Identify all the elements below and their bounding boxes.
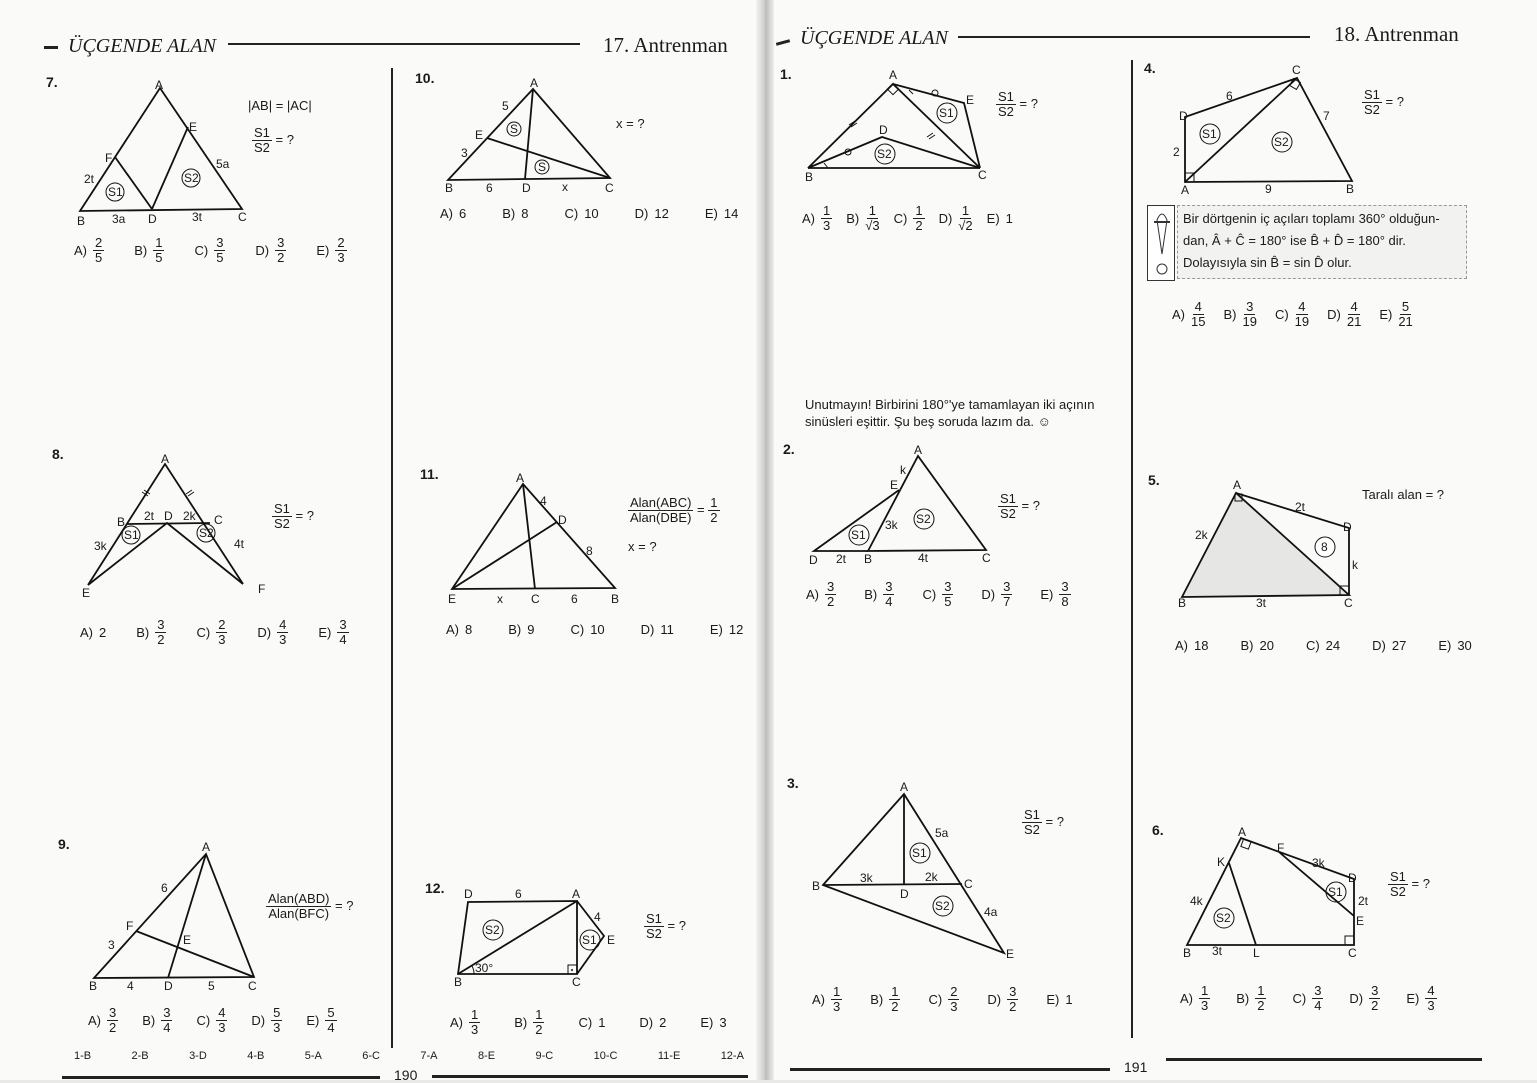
option-c[interactable]: C) 1 [578, 1015, 606, 1030]
answer-options [74, 236, 347, 265]
question-prompt: $\frac{S1}{S2}$ = ? [646, 911, 686, 941]
svg-text:D: D [148, 212, 157, 226]
svg-text:S1: S1 [1202, 127, 1217, 141]
svg-text:E: E [1356, 914, 1365, 928]
option-e[interactable]: E) $\frac{3}{4}$ [318, 617, 347, 647]
svg-text:B: B [89, 979, 98, 993]
option-e[interactable]: E) 1 [986, 211, 1013, 226]
training-title: 18. Antrenman [1334, 22, 1459, 46]
option-a[interactable]: A) $\frac{1}{3}$ [450, 1007, 479, 1037]
option-b[interactable]: B) $\frac{1}{2}$ [870, 984, 899, 1014]
svg-text:2: 2 [1173, 145, 1180, 159]
svg-text:k: k [900, 463, 906, 477]
svg-text:x: x [562, 180, 568, 194]
question-5-figure [1170, 476, 1360, 614]
svg-text:2t: 2t [836, 552, 847, 566]
svg-text:F: F [258, 582, 266, 596]
svg-text:F: F [105, 151, 113, 165]
question-prompt: $\frac{S1}{S2}$ = ? [998, 89, 1038, 119]
option-b[interactable]: B) $\frac{3}{19}$ [1223, 299, 1257, 329]
svg-text:A: A [202, 840, 211, 854]
option-c[interactable]: C) $\frac{4}{19}$ [1274, 299, 1310, 329]
option-c[interactable]: C) $\frac{3}{5}$ [922, 579, 952, 609]
svg-text:2k: 2k [925, 870, 938, 884]
option-c[interactable]: C) $\frac{1}{2}$ [893, 203, 923, 233]
option-e[interactable]: E) $\frac{2}{3}$ [316, 235, 345, 265]
option-a[interactable]: A) $\frac{3}{2}$ [88, 1005, 117, 1035]
option-c[interactable]: C) $\frac{2}{3}$ [196, 617, 226, 647]
svg-text:B: B [77, 214, 86, 228]
answer-options [1172, 300, 1413, 329]
option-d[interactable]: D) 27 [1372, 638, 1407, 653]
option-a[interactable]: A) 8 [446, 622, 473, 637]
question-prompt-x: x = ? [628, 539, 657, 554]
svg-text:3t: 3t [1212, 944, 1223, 958]
svg-text:B: B [805, 170, 814, 184]
svg-text:S: S [538, 160, 547, 174]
svg-text:D: D [879, 123, 888, 137]
svg-text:8: 8 [1321, 540, 1328, 554]
svg-text:x: x [497, 592, 503, 605]
question-prompt: $\frac{S1}{S2}$ = ? [1024, 807, 1064, 837]
option-a[interactable]: A) $\frac{2}{5}$ [74, 235, 103, 265]
svg-text:2t: 2t [84, 172, 95, 186]
option-a[interactable]: A) $\frac{4}{15}$ [1172, 299, 1206, 329]
svg-text:E: E [183, 933, 192, 947]
question-7-figure [70, 75, 260, 230]
question-number: 7. [46, 74, 58, 90]
svg-text:A: A [1238, 826, 1247, 839]
question-6-figure [1176, 826, 1376, 966]
option-b[interactable]: B) $\frac{1}{√3}$ [846, 203, 880, 233]
svg-text:S1: S1 [108, 185, 123, 199]
reminder-note: Unutmayın! Birbirini 180°'ye tamamlayan iki açının sinüsleri eşittir. Şu beş soruda lazım da. ☺ [805, 397, 1095, 429]
option-d[interactable]: D) $\frac{3}{7}$ [981, 579, 1011, 609]
svg-text:8: 8 [586, 544, 593, 558]
svg-text:3t: 3t [192, 210, 203, 224]
svg-text:4k: 4k [1190, 894, 1203, 908]
option-e[interactable]: E) 12 [709, 622, 744, 637]
svg-text:2k: 2k [183, 509, 196, 523]
option-d[interactable]: D) $\frac{5}{3}$ [251, 1005, 281, 1035]
option-d[interactable]: D) 2 [639, 1015, 667, 1030]
question-prompt: x = ? [616, 116, 645, 131]
svg-text:2t: 2t [1295, 500, 1306, 514]
option-a[interactable]: A) $\frac{3}{2}$ [806, 579, 835, 609]
column-divider [1131, 60, 1133, 1038]
svg-text:3k: 3k [94, 539, 107, 553]
svg-text:k: k [1352, 558, 1358, 572]
answer-options [806, 580, 1071, 609]
svg-text:S2: S2 [199, 526, 214, 540]
svg-text:D: D [1348, 871, 1357, 885]
question-2-figure [806, 444, 996, 569]
svg-text:4: 4 [540, 494, 547, 508]
question-number: 1. [780, 66, 792, 82]
answer-options [450, 1008, 727, 1037]
svg-text:C: C [531, 592, 540, 605]
question-number: 4. [1144, 60, 1156, 76]
question-9-figure [86, 838, 266, 993]
svg-text:6: 6 [1226, 89, 1233, 103]
answer-options [446, 622, 743, 637]
svg-text:D: D [164, 509, 173, 523]
question-4-figure [1168, 62, 1368, 200]
question-number: 2. [783, 441, 795, 457]
footer-rule [62, 1076, 380, 1079]
svg-text:B: B [1346, 182, 1355, 196]
svg-text:C: C [1348, 946, 1357, 960]
svg-text:A: A [1181, 183, 1190, 197]
svg-text:A: A [914, 444, 923, 457]
svg-text:C: C [1292, 63, 1301, 77]
svg-text:B: B [117, 515, 126, 529]
option-e[interactable]: E) $\frac{5}{4}$ [306, 1005, 335, 1035]
svg-text:D: D [809, 553, 818, 567]
svg-text:S2: S2 [916, 512, 931, 526]
option-b[interactable]: B) $\frac{1}{5}$ [134, 235, 163, 265]
svg-text:A: A [530, 76, 539, 90]
option-b[interactable]: B) $\frac{3}{2}$ [136, 617, 165, 647]
option-b[interactable]: B) 8 [502, 206, 529, 221]
svg-text:S1: S1 [582, 933, 597, 947]
svg-text:S2: S2 [877, 147, 892, 161]
svg-text:3: 3 [108, 938, 115, 952]
svg-text:7: 7 [1323, 109, 1330, 123]
header-rule [958, 36, 1310, 38]
question-11-figure [445, 470, 625, 605]
option-d[interactable]: D) $\frac{4}{21}$ [1327, 299, 1362, 329]
option-e[interactable]: E) 3 [700, 1015, 727, 1030]
svg-text:A: A [516, 471, 525, 485]
question-prompt: $\frac{S1}{S2}$ = ? [1364, 87, 1404, 117]
svg-text:C: C [982, 551, 991, 565]
option-b[interactable]: B) $\frac{3}{4}$ [142, 1005, 171, 1035]
svg-text:S1: S1 [939, 106, 954, 120]
option-d[interactable]: D) $\frac{4}{3}$ [257, 617, 287, 647]
question-number: 8. [52, 446, 64, 462]
option-a[interactable]: A) $\frac{1}{3}$ [802, 203, 831, 233]
option-c[interactable]: C) 24 [1305, 638, 1341, 653]
svg-text:D: D [900, 887, 909, 901]
option-c[interactable]: C) $\frac{2}{3}$ [928, 984, 958, 1014]
header-dash [44, 46, 58, 49]
svg-text:L: L [1253, 946, 1260, 960]
svg-text:B: B [864, 552, 873, 566]
question-prompt: Taralı alan = ? [1362, 487, 1445, 502]
option-b[interactable]: B) $\frac{1}{2}$ [514, 1007, 543, 1037]
svg-text:S1: S1 [851, 528, 866, 542]
svg-text:3: 3 [461, 146, 468, 160]
question-number: 10. [415, 70, 435, 86]
svg-text:3a: 3a [112, 212, 126, 226]
answer-options [1180, 984, 1437, 1013]
svg-text:C: C [572, 975, 581, 989]
question-prompt: $\frac{\text{Alan(ABD)}}{\text{Alan(BFC)}}$ = ? [268, 891, 354, 921]
svg-text:5: 5 [208, 979, 215, 993]
svg-text:S2: S2 [184, 171, 199, 185]
svg-text:C: C [214, 513, 223, 527]
question-prompt: $\frac{S1}{S2}$ = ? [274, 501, 314, 531]
svg-text:B: B [1183, 946, 1192, 960]
svg-text:4a: 4a [984, 905, 998, 919]
option-c[interactable]: C) $\frac{3}{4}$ [1292, 983, 1322, 1013]
svg-text:E: E [475, 128, 484, 142]
svg-text:S1: S1 [124, 528, 139, 542]
svg-text:6: 6 [486, 181, 493, 195]
svg-text:2t: 2t [144, 509, 155, 523]
svg-text:A: A [155, 78, 164, 92]
option-a[interactable]: A) 18 [1175, 638, 1209, 653]
svg-text:30°: 30° [475, 961, 494, 975]
option-b[interactable]: B) 9 [508, 622, 535, 637]
svg-text:3t: 3t [1256, 596, 1267, 610]
option-c[interactable]: C) 10 [564, 206, 599, 221]
option-b[interactable]: B) $\frac{3}{4}$ [864, 579, 893, 609]
option-d[interactable]: D) 11 [640, 622, 674, 637]
option-a[interactable]: A) 2 [80, 625, 107, 640]
svg-text:B: B [812, 879, 821, 893]
svg-text:B: B [611, 592, 620, 605]
option-e[interactable]: E) $\frac{3}{8}$ [1040, 579, 1069, 609]
svg-text:E: E [1006, 947, 1015, 961]
option-e[interactable]: E) 1 [1046, 992, 1073, 1007]
svg-text:C: C [1344, 596, 1353, 610]
svg-text:4: 4 [594, 910, 601, 924]
svg-text:F: F [126, 919, 134, 933]
option-a[interactable]: A) 6 [440, 206, 467, 221]
svg-text:C: C [605, 181, 614, 195]
question-8-figure [78, 450, 278, 600]
svg-text:A: A [1233, 478, 1242, 492]
question-number: 12. [425, 880, 445, 896]
footer-rule [432, 1075, 748, 1078]
svg-text:5a: 5a [216, 157, 230, 171]
svg-text:5a: 5a [935, 826, 949, 840]
svg-text:K: K [1217, 855, 1226, 869]
svg-text:C: C [238, 210, 247, 224]
option-e[interactable]: E) 14 [704, 206, 739, 221]
question-3-figure [810, 778, 1030, 968]
option-d[interactable]: D) 12 [634, 206, 669, 221]
svg-text:E: E [966, 93, 975, 107]
question-12-figure [450, 882, 640, 992]
training-title: 17. Antrenman [603, 33, 728, 57]
header-rule [228, 43, 580, 45]
svg-text:A: A [161, 452, 170, 466]
book-spine [756, 0, 774, 1080]
svg-text:D: D [558, 513, 567, 527]
option-e[interactable]: E) $\frac{5}{21}$ [1379, 299, 1413, 329]
svg-text:S: S [510, 122, 519, 136]
answer-options [88, 1006, 337, 1035]
svg-text:4t: 4t [918, 551, 929, 565]
svg-text:E: E [448, 592, 457, 605]
svg-text:B: B [1178, 596, 1187, 610]
question-number: 5. [1148, 472, 1160, 488]
option-b[interactable]: B) $\frac{1}{2}$ [1236, 983, 1265, 1013]
svg-text:B: B [445, 181, 454, 195]
option-c[interactable]: C) $\frac{3}{5}$ [194, 235, 224, 265]
svg-text:9: 9 [1265, 182, 1272, 196]
svg-text:D: D [464, 887, 473, 901]
svg-text:2k: 2k [1195, 528, 1208, 542]
question-prompt: $\frac{S1}{S2}$ = ? [254, 125, 294, 155]
question-number: 9. [58, 836, 70, 852]
question-number: 3. [787, 775, 799, 791]
question-number: 6. [1152, 822, 1164, 838]
question-10-figure [440, 75, 620, 200]
svg-text:6: 6 [515, 887, 522, 901]
answer-options [1175, 638, 1472, 653]
chapter-title: ÜÇGENDE ALAN [800, 27, 948, 49]
svg-text:2t: 2t [1358, 894, 1369, 908]
svg-text:S2: S2 [1274, 135, 1289, 149]
svg-text:C: C [248, 979, 257, 993]
svg-text:C: C [978, 168, 987, 182]
answer-options [440, 206, 738, 221]
answer-options [812, 985, 1073, 1014]
option-d[interactable]: D) $\frac{3}{2}$ [1349, 983, 1379, 1013]
answer-key: 1-B 2-B 3-D 4-B 5-A 6-C 7-A 8-E 9-C 10-C 11-E 12-A [74, 1050, 744, 1062]
svg-text:D: D [1179, 109, 1188, 123]
column-divider [391, 68, 393, 1048]
svg-text:6: 6 [161, 881, 168, 895]
option-e[interactable]: E) 30 [1438, 638, 1472, 653]
answer-options [80, 618, 349, 647]
svg-text:C: C [964, 877, 973, 891]
svg-text:4: 4 [127, 979, 134, 993]
option-d[interactable]: D) $\frac{3}{2}$ [987, 984, 1017, 1014]
svg-text:S1: S1 [912, 846, 927, 860]
svg-text:F: F [1277, 841, 1285, 855]
svg-text:4t: 4t [234, 537, 245, 551]
page-number: 190 [394, 1067, 418, 1083]
svg-text:D: D [164, 979, 173, 993]
svg-text:3k: 3k [1312, 856, 1325, 870]
option-a[interactable]: A) $\frac{1}{3}$ [812, 984, 841, 1014]
answer-options [802, 204, 1013, 233]
footer-rule [1166, 1058, 1482, 1061]
question-number: 11. [420, 466, 439, 482]
question-prompt: $\frac{S1}{S2}$ = ? [1390, 869, 1430, 899]
footer-rule [790, 1068, 1110, 1071]
option-c[interactable]: C) $\frac{4}{3}$ [196, 1005, 226, 1035]
svg-text:3k: 3k [885, 518, 898, 532]
svg-text:B: B [454, 975, 463, 989]
tip-text: Bir dörtgenin iç açıları toplamı 360° olduğun- dan, Â + Ĉ = 180° ise B̂ + D̂ = 180° dir. Dolayısıyla sin B̂ = sin D̂ olur. [1183, 211, 1440, 270]
svg-text:E: E [607, 933, 616, 947]
svg-text:A: A [572, 887, 581, 901]
chapter-title: ÜÇGENDE ALAN [68, 35, 216, 57]
svg-text:D: D [522, 181, 531, 195]
option-d[interactable]: D) $\frac{1}{√2}$ [938, 203, 973, 233]
svg-text:6: 6 [571, 592, 578, 605]
svg-text:E: E [189, 120, 198, 134]
option-e[interactable]: E) $\frac{4}{3}$ [1406, 983, 1435, 1013]
option-b[interactable]: B) 20 [1240, 638, 1274, 653]
svg-text:E: E [82, 586, 91, 600]
svg-text:3k: 3k [860, 871, 873, 885]
svg-text:5: 5 [502, 99, 509, 113]
option-c[interactable]: C) 10 [570, 622, 605, 637]
option-d[interactable]: D) $\frac{3}{2}$ [255, 235, 285, 265]
svg-text:S2: S2 [935, 899, 950, 913]
question-1-figure [800, 68, 990, 188]
svg-text:S2: S2 [1216, 911, 1231, 925]
page-number: 191 [1124, 1059, 1148, 1075]
svg-text:S2: S2 [485, 923, 500, 937]
option-a[interactable]: A) $\frac{1}{3}$ [1180, 983, 1209, 1013]
svg-text:S1: S1 [1328, 885, 1343, 899]
svg-text:A: A [889, 68, 898, 82]
svg-text:A: A [900, 780, 909, 794]
svg-text:E: E [890, 478, 899, 492]
exclamation-icon [1147, 205, 1175, 281]
question-prompt: $\frac{\text{Alan(ABC)}}{\text{Alan(DBE)}}$ = $\frac{1}{2}$ [630, 495, 718, 525]
svg-text:D: D [1343, 520, 1352, 534]
question-prompt: $\frac{S1}{S2}$ = ? [1000, 491, 1040, 521]
given-condition: |AB| = |AC| [248, 98, 312, 113]
